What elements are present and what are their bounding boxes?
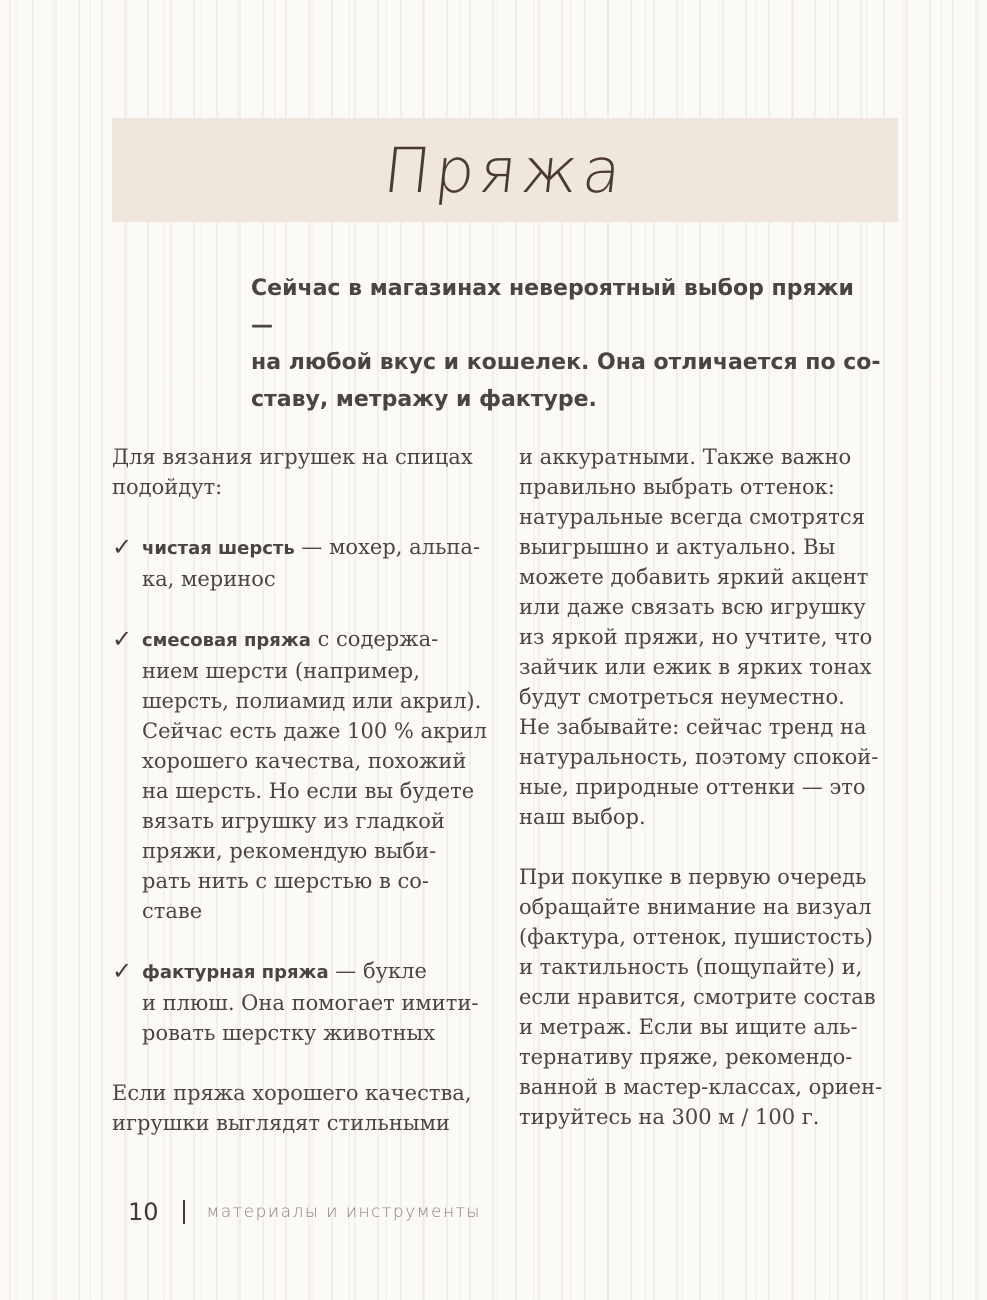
text-line: обращайте внимание на визуал bbox=[519, 895, 872, 919]
text-line: если нравится, смотрите состав bbox=[519, 985, 876, 1009]
check-icon: ✓ bbox=[112, 533, 133, 561]
outro-paragraph bbox=[112, 1078, 492, 1138]
text-line: или даже связать всю игрушку bbox=[519, 595, 866, 619]
text-line: ровать шерстку животных bbox=[142, 1021, 436, 1045]
page-title: Пряжа bbox=[380, 133, 630, 207]
text-line: ставе bbox=[142, 899, 203, 923]
list-item-pure-wool bbox=[112, 532, 492, 594]
text-line bbox=[142, 624, 492, 656]
text-line: хорошего качества, похожий bbox=[142, 749, 467, 773]
text-line: на шерсть. Но если вы будете bbox=[142, 779, 475, 803]
text-line: правильно выбрать оттенок: bbox=[519, 475, 835, 499]
intro-paragraph bbox=[112, 442, 492, 502]
text-line: нием шерсти (например, bbox=[142, 659, 420, 683]
text-line bbox=[142, 956, 492, 988]
text-line: и аккуратными. Также важно bbox=[519, 445, 852, 469]
section-name: материалы и инструменты bbox=[206, 1202, 481, 1222]
text-line: ка, меринос bbox=[142, 567, 276, 591]
text-line: Если пряжа хорошего качества, bbox=[112, 1081, 472, 1105]
item-term: чистая шерсть bbox=[142, 538, 295, 559]
text-line: из яркой пряжи, но учтите, что bbox=[519, 625, 873, 649]
text-line: ванной в мастер-классах, ориен- bbox=[519, 1075, 883, 1099]
item-term: смесовая пряжа bbox=[142, 630, 311, 651]
lead-line: Сейчас в магазинах невероятный выбор пряжи — bbox=[251, 276, 854, 338]
text-line bbox=[142, 532, 492, 564]
text-line: будут смотреться неуместно. bbox=[519, 685, 845, 709]
item-text: — мохер, альпа- bbox=[294, 535, 481, 559]
text-line: можете добавить яркий акцент bbox=[519, 565, 869, 589]
page-footer bbox=[128, 1196, 481, 1228]
text-line: подойдут: bbox=[112, 475, 223, 499]
title-band bbox=[112, 118, 898, 222]
right-column bbox=[519, 442, 904, 1132]
text-line: При покупке в первую очередь bbox=[519, 865, 867, 889]
text-line: шерсть, полиамид или акрил). bbox=[142, 689, 482, 713]
item-term: фактурная пряжа bbox=[142, 962, 329, 983]
text-line: и тактильность (пощупайте) и, bbox=[519, 955, 863, 979]
text-line: зайчик или ежик в ярких тонах bbox=[519, 655, 872, 679]
text-line: рать нить с шерстью в со- bbox=[142, 869, 430, 893]
text-line: игрушки выглядят стильными bbox=[112, 1111, 450, 1135]
text-line: ные, природные оттенки — это bbox=[519, 775, 866, 799]
text-line: (фактура, оттенок, пушистость) bbox=[519, 925, 873, 949]
check-icon: ✓ bbox=[112, 625, 133, 653]
list-item-blended-yarn bbox=[112, 624, 492, 926]
text-line: и метраж. Если вы ищите аль- bbox=[519, 1015, 858, 1039]
text-line: вязать игрушку из гладкой bbox=[142, 809, 445, 833]
lead-paragraph bbox=[251, 270, 881, 418]
list-item-textured-yarn bbox=[112, 956, 492, 1048]
text-line: выигрышно и актуально. Вы bbox=[519, 535, 836, 559]
text-line: натуральность, поэтому спокой- bbox=[519, 745, 879, 769]
item-text: — букле bbox=[328, 959, 427, 983]
lead-line: ставу, метражу и фактуре. bbox=[251, 387, 597, 412]
text-line: Сейчас есть даже 100 % акрил bbox=[142, 719, 487, 743]
page-number: 10 bbox=[128, 1198, 159, 1226]
paragraph-1 bbox=[519, 442, 904, 832]
check-icon: ✓ bbox=[112, 957, 133, 985]
text-line: пряжи, рекомендую выби- bbox=[142, 839, 437, 863]
text-line: Не забывайте: сейчас тренд на bbox=[519, 715, 867, 739]
left-column bbox=[112, 442, 492, 1138]
item-text: с содержа- bbox=[310, 627, 439, 651]
text-line: тируйтесь на 300 м / 100 г. bbox=[519, 1105, 820, 1129]
lead-line: на любой вкус и кошелек. Она отличается по со- bbox=[251, 350, 881, 375]
text-line: натуральные всегда смотрятся bbox=[519, 505, 865, 529]
footer-divider bbox=[183, 1200, 185, 1224]
paragraph-2 bbox=[519, 862, 904, 1132]
text-line: Для вязания игрушек на спицах bbox=[112, 445, 473, 469]
text-line: и плюш. Она помогает имити- bbox=[142, 991, 479, 1015]
text-line: наш выбор. bbox=[519, 805, 646, 829]
text-line: тернативу пряже, рекомендо- bbox=[519, 1045, 853, 1069]
